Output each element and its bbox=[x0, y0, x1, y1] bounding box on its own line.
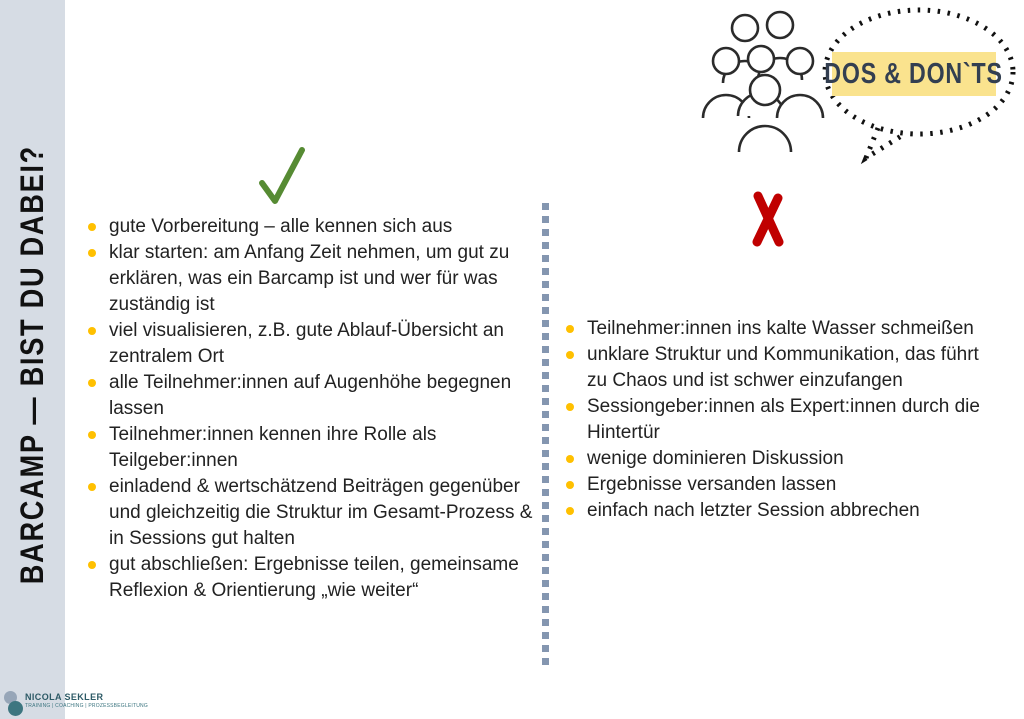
dos-item: klar starten: am Anfang Zeit nehmen, um gut zu erklären, was ein Barcamp ist und wer für was zuständig ist bbox=[87, 240, 537, 318]
donts-item: einfach nach letzter Session abbrechen bbox=[565, 498, 999, 524]
dos-list bbox=[87, 214, 537, 604]
dos-and-donts-label: DOS & DON`TS bbox=[824, 57, 1004, 90]
author-logo bbox=[2, 688, 148, 718]
slide-title: BARCAMP — BIST DU DABEI? bbox=[14, 145, 50, 585]
logo-tagline: TRAINING | COACHING | PROZESSBEGLEITUNG bbox=[25, 703, 148, 709]
donts-item: Teilnehmer:innen ins kalte Wasser schmeißen bbox=[565, 316, 999, 342]
donts-item: wenige dominieren Diskussion bbox=[565, 446, 999, 472]
x-icon bbox=[740, 186, 800, 250]
dos-item: gut abschließen: Ergebnisse teilen, gemeinsame Reflexion & Orientierung „wie weiter“ bbox=[87, 552, 537, 604]
slide-title-rotated bbox=[0, 145, 65, 585]
dos-item: einladend & wertschätzend Beiträgen gegenüber und gleichzeitig die Struktur im Gesamt-Prozess & in Sessions gut halten bbox=[87, 474, 537, 552]
donts-item: Ergebnisse versanden lassen bbox=[565, 472, 999, 498]
donts-item: unklare Struktur und Kommunikation, das führt zu Chaos und ist schwer einzufangen bbox=[565, 342, 999, 394]
donts-list bbox=[565, 316, 999, 524]
dos-item: viel visualisieren, z.B. gute Ablauf-Übersicht an zentralem Ort bbox=[87, 318, 537, 370]
dos-item: alle Teilnehmer:innen auf Augenhöhe begegnen lassen bbox=[87, 370, 537, 422]
column-divider bbox=[542, 203, 549, 665]
people-group-icon bbox=[703, 12, 823, 152]
dos-item: Teilnehmer:innen kennen ihre Rolle als Teilgeber:innen bbox=[87, 422, 537, 474]
logo-name: NICOLA SEKLER bbox=[25, 692, 104, 702]
dos-and-donts-badge bbox=[824, 52, 1004, 96]
logo-circle-icon bbox=[8, 701, 23, 716]
donts-item: Sessiongeber:innen als Expert:innen durch die Hintertür bbox=[565, 394, 999, 446]
dos-item: gute Vorbereitung – alle kennen sich aus bbox=[87, 214, 537, 240]
check-icon bbox=[250, 138, 320, 210]
